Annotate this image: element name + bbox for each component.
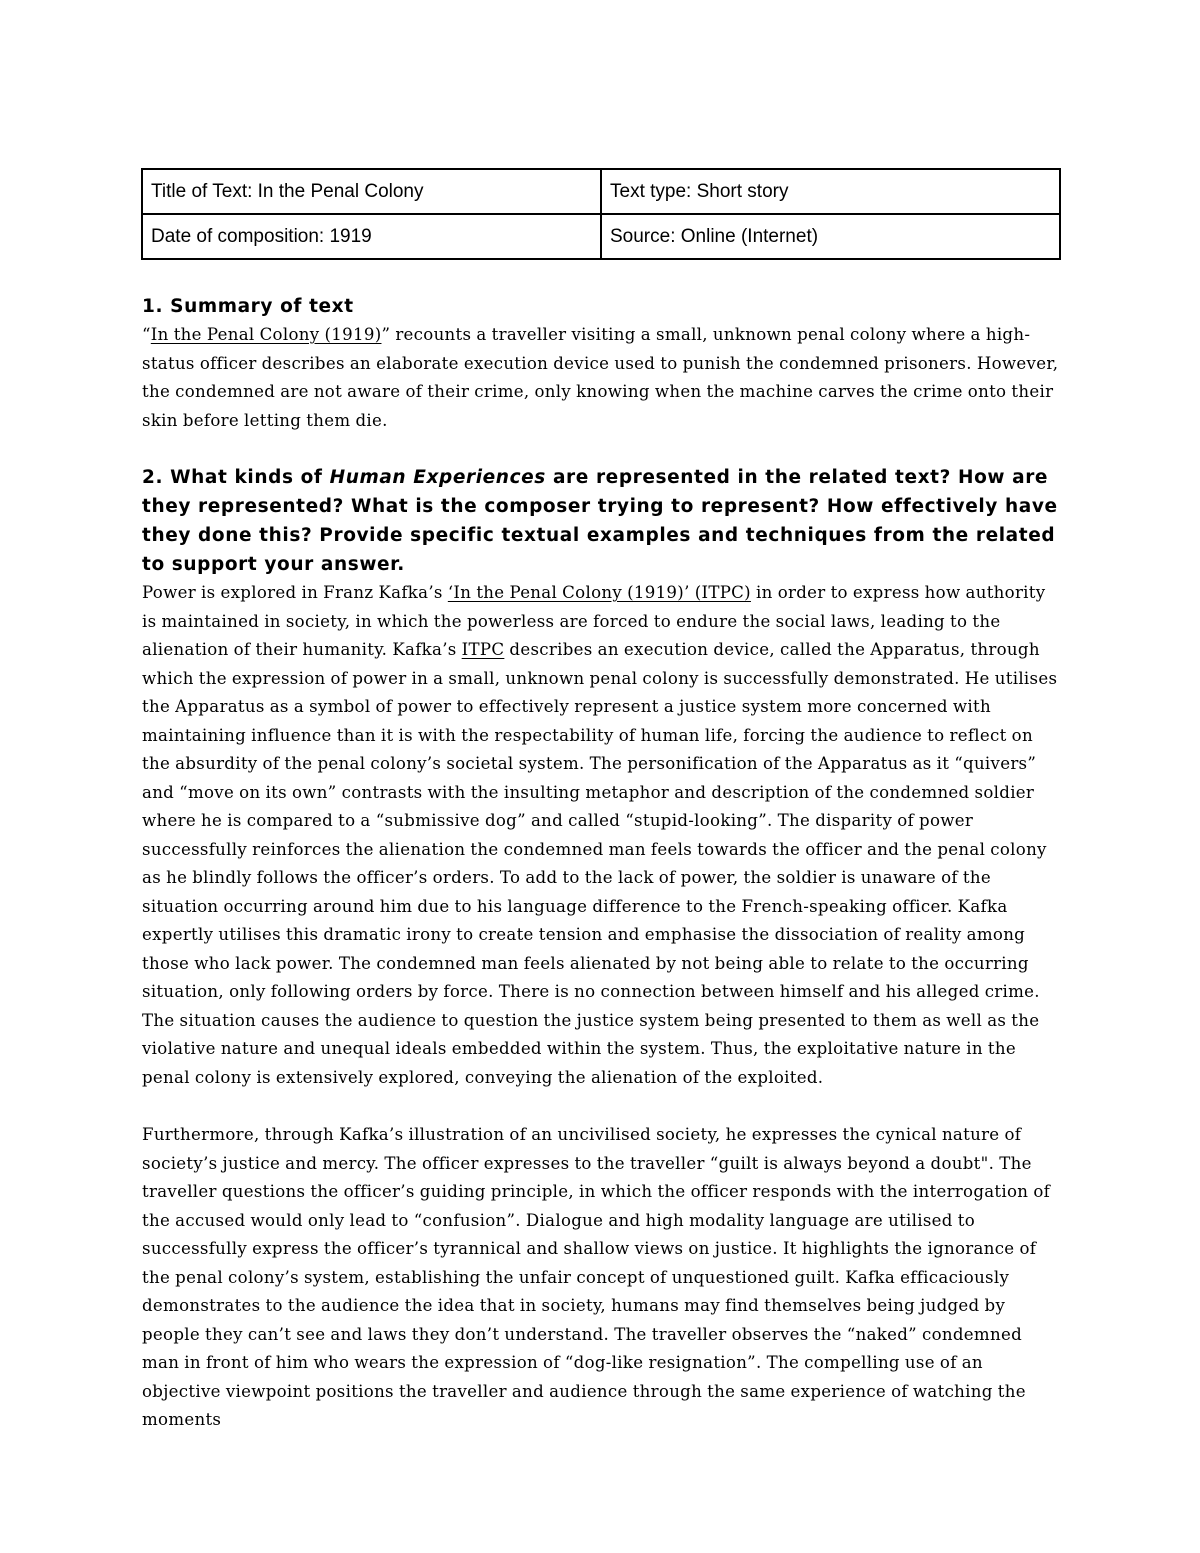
- text-type-cell: Text type: Short story: [601, 169, 1060, 214]
- question2-section: [142, 463, 1062, 1092]
- date-of-composition-cell: Date of composition: 1919: [142, 214, 601, 259]
- paragraph-2: Furthermore, through Kafka’s illustration of an uncivilised society, he expresses the cynical nature of society’s justice and mercy. The officer expresses to the traveller “guilt is always beyond a doubt". The traveller questions the officer’s guiding principle, in which the officer responds with the interrogation of the accused would only lead to “confusion”. Dialogue and high modality language are utilised to successfully express the officer’s tyrannical and shallow views on justice. It highlights the ignorance of the penal colony’s system, establishing the unfair concept of unquestioned guilt. Kafka efficaciously demonstrates to the audience the idea that in society, humans may find themselves being judged by people they can’t see and laws they don’t understand. The traveller observes the “naked” condemned man in front of him who wears the expression of “dog-like resignation”. The compelling use of an objective viewpoint positions the traveller and audience through the same experience of watching the moments: [142, 1125, 1051, 1429]
- table-row: [142, 169, 1060, 214]
- heading-prefix: 2. What kinds of: [142, 467, 330, 488]
- para1-intro: Power is explored in Franz Kafka’s: [142, 583, 448, 602]
- heading-emphasis: Human Experiences: [329, 467, 546, 488]
- title-of-text-cell: Title of Text: In the Penal Colony: [142, 169, 601, 214]
- table-row: [142, 214, 1060, 259]
- text-info-table: [141, 168, 1061, 260]
- heading-suffix: are represented in the related text? How are they represented? What is the composer trying to represent? How effectively have they done this? Provide specific textual examples and techniques from the related to support your answer.: [142, 467, 1058, 575]
- source-cell: Source: Online (Internet): [601, 214, 1060, 259]
- open-quote: “: [142, 325, 151, 344]
- question2-heading: [142, 463, 1062, 579]
- summary-section: [142, 292, 1062, 435]
- paragraph-1: [142, 579, 1062, 1092]
- summary-heading: 1. Summary of text: [142, 296, 354, 317]
- paragraph-2-section: [142, 1121, 1062, 1435]
- summary-paragraph: [142, 321, 1062, 435]
- summary-title-link[interactable]: In the Penal Colony (1919): [150, 325, 382, 344]
- itpc-link[interactable]: ITPC: [461, 640, 505, 659]
- para1-middle: in order to express how authority is maintained in society, in which the powerless are forced to endure the social laws, leading to the alienation of their humanity. Kafka’s: [142, 583, 1046, 659]
- summary-text: ” recounts a traveller visiting a small, unknown penal colony where a high-status officer describes an elaborate execution device used to punish the condemned prisoners. However, the condemned are not aware of their crime, only knowing when the machine carves the crime onto their skin before letting them die.: [142, 325, 1059, 430]
- itpc-title-link[interactable]: ‘In the Penal Colony (1919)’ (ITPC): [447, 583, 751, 602]
- para1-rest: describes an execution device, called the Apparatus, through which the expression of power in a small, unknown penal colony is successfully demonstrated. He utilises the Apparatus as a symbol of power to effectively represent a justice system more concerned with maintaining influence than it is with the respectability of human life, forcing the audience to reflect on the absurdity of the penal colony’s societal system. The personification of the Apparatus as it “quivers” and “move on its own” contrasts with the insulting metaphor and description of the condemned soldier where he is compared to a “submissive dog” and called “stupid-looking”. The disparity of power successfully reinforces the alienation the condemned man feels towards the officer and the penal colony as he blindly follows the officer’s orders. To add to the lack of power, the soldier is unaware of the situation occurring around him due to his language difference to the French-speaking officer. Kafka expertly utilises this dramatic irony to create tension and emphasise the dissociation of reality among those who lack power. The condemned man feels alienated by not being able to relate to the occurring situation, only following orders by force. There is no connection between himself and his alleged crime. The situation causes the audience to question the justice system being presented to them as well as the violative nature and unequal ideals embedded within the system. Thus, the exploitative nature in the penal colony is extensively explored, conveying the alienation of the exploited.: [142, 640, 1058, 1087]
